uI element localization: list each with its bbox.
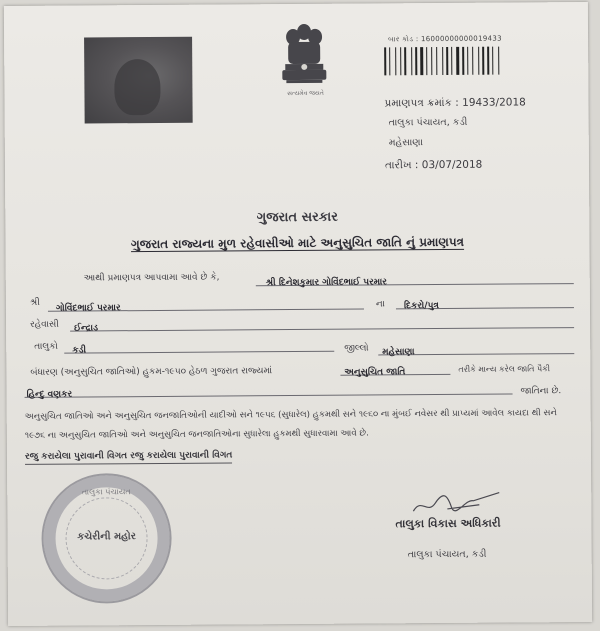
caste: હિન્દુ વણકર (26, 389, 73, 400)
order-text: બંધારણ (અનુસુચિત જાતિઓ) હુકમ-૧૯૫૦ હેઠળ ગુજરાત રાજ્યમાં (30, 366, 273, 378)
issuing-office: તાલુકા પંચાયત, કડી (388, 116, 468, 129)
applicant-photo (84, 37, 193, 124)
certificate-number: પ્રમાણપત્ર ક્રમાંક : 19433/2018 (384, 96, 526, 110)
district-label: જીલ્લો (344, 343, 369, 354)
taluka-label: તાલુકો (34, 341, 58, 352)
barcode (384, 46, 514, 75)
relation-line (396, 292, 574, 312)
evidence-label: રજુ કરાયેલા પુરાવાની વિગત રજુ કરાયેલા પુરાવાની વિગત (25, 450, 232, 464)
caste-line (24, 379, 512, 398)
district-value: મહેસાણા (382, 347, 415, 358)
category: અનુસુચિત જાતિ (344, 367, 406, 378)
village: ઈન્દ્રાડ (74, 323, 99, 334)
district-line (378, 338, 574, 358)
government-title: ગુજરાત સરકાર (256, 209, 338, 226)
legal-paragraph: અનુસુચિત જાતિઓ અને અનુસુચિત જનજાતિઓની યાદીઓ સને ૧૯૫૬ (સુધારેલ) હુકમથી સને ૧૯૬૦ ના મુંબઈ નવેસર થી પ્રાપ્યમાં આવેલ કાયદા થી સને ૧૯૭૬ ના અનુસુચિત જાતિઓ અને અનુસુચિત જનજાતિઓના સુધારેલા હુકમથી સુધારવામા આવે છે. (24, 408, 557, 441)
father-label: શ્રી (29, 297, 40, 308)
applicant-name: શ્રી દિનેશકુમાર ગોવિંદભાઈ પરમાર (265, 277, 387, 289)
issue-date: તારીખ : 03/07/2018 (384, 158, 483, 172)
issuing-district: મહેસાણા (388, 137, 423, 149)
village-line (70, 312, 574, 332)
taluka-line (64, 336, 334, 354)
officer-office: તાલુકા પંચાયત, કડી (407, 548, 487, 561)
recognized-text: તરીકે માન્ય કરેલ જાતિ પૈકી (458, 364, 551, 374)
certificate-title: ગુજરાત રાજ્યના મુળ રહેવાસીઓ માટે અનુસુચિત જાતિ નું પ્રમાણપત્ર (130, 234, 465, 252)
barcode-number: બાર કોડ : 16000000000019433 (388, 34, 502, 44)
father-name: ગોવિંદભાઈ પરમાર (55, 303, 121, 314)
office-seal (41, 473, 172, 604)
na-label: ના (375, 299, 385, 310)
category-line (340, 359, 450, 376)
seal-center-text: કચેરીની મહોર (77, 531, 136, 543)
officer-designation: તાલુકા વિકાસ અધિકારી (395, 516, 501, 531)
applicant-name-line (256, 268, 574, 289)
certificate-page (4, 2, 592, 626)
ashoka-emblem-icon (276, 20, 333, 94)
relation: દિકરો/પુત્ર (403, 301, 439, 312)
taluka: કડી (72, 345, 87, 356)
seal-ring-text: તાલુકા પંચાયત (81, 487, 131, 497)
belongs-text: જાતિના છે. (520, 386, 562, 397)
intro-text: આથી પ્રમાણપત્ર આપવામા આવે છે કે, (83, 272, 220, 284)
emblem-caption: સત્યમેવ જયતે (287, 89, 324, 98)
officer-signature (407, 489, 507, 520)
father-name-line (48, 294, 364, 312)
village-label: રહેવાસી (30, 319, 59, 330)
